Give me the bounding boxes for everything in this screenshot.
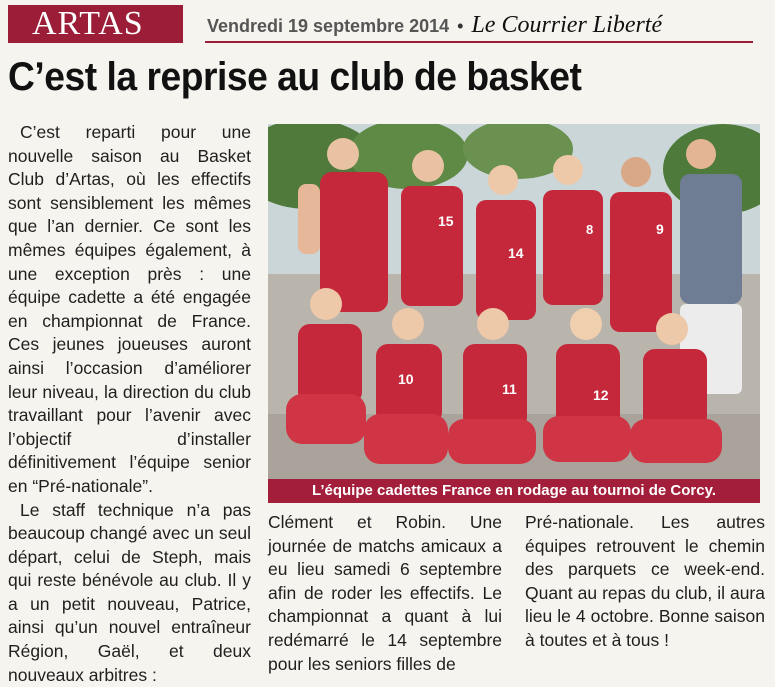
jersey-number: 12 <box>593 387 609 403</box>
article-column-2 <box>268 511 502 676</box>
article-paragraph-1: C’est reparti pour une nouvelle saison au Basket Club d’Artas, où les effectifs sont sensiblement les mêmes que l’an dernier. Ce sont les mêmes équipes également, à une exception près : une équipe cadette a été engagée en championnat de France. Ces jeunes joueuses auront ainsi l’occasion d’améliorer leur niveau, la direction du club travaillant pour l’avenir avec l’objectif d’installer définitivement l’équipe senior en “Pré-nationale”. <box>8 121 251 499</box>
article-paragraph-2-end: Pré-nationale. Les autres équipes retrouvent le chemin des parquets ce week-end. Quant au repas du club, il aura lieu le 4 octobre. Bonne saison à toutes et à tous ! <box>525 511 765 653</box>
article-column-3 <box>525 511 765 653</box>
team-photo-illustration <box>268 124 760 479</box>
article-column-1 <box>8 121 251 687</box>
separator-dot: • <box>457 16 463 37</box>
header-rule <box>205 41 753 43</box>
jersey-number: 9 <box>656 221 664 237</box>
jersey-number: 15 <box>438 213 454 229</box>
jersey-number: 8 <box>586 222 593 237</box>
newspaper-name: Le Courrier Liberté <box>471 12 662 39</box>
article-paragraph-2-start: Le staff technique n’a pas beaucoup changé avec un seul départ, celui de Steph, mais qui reste bénévole au club. Il y a un petit nouveau, Patrice, ainsi qu’un nouvel entraîneur Région, Gaël, et deux nouveaux arbitres : <box>8 499 251 687</box>
team-photo <box>268 124 760 479</box>
article-paragraph-2-middle: Clément et Robin. Une journée de matchs amicaux a eu lieu samedi 6 septembre afin de roder les effectifs. Le championnat a quant à lui redémarré le 14 septembre pour les seniors filles de <box>268 511 502 676</box>
publication-line <box>207 12 753 40</box>
section-rubric: ARTAS <box>8 5 183 43</box>
jersey-number: 10 <box>398 371 414 387</box>
publication-date: Vendredi 19 septembre 2014 <box>207 16 449 37</box>
article-headline: C’est la reprise au club de basket <box>8 52 715 102</box>
jersey-number: 14 <box>508 245 524 261</box>
jersey-number: 11 <box>502 381 517 397</box>
photo-caption: L’équipe cadettes France en rodage au tournoi de Corcy. <box>268 479 760 503</box>
